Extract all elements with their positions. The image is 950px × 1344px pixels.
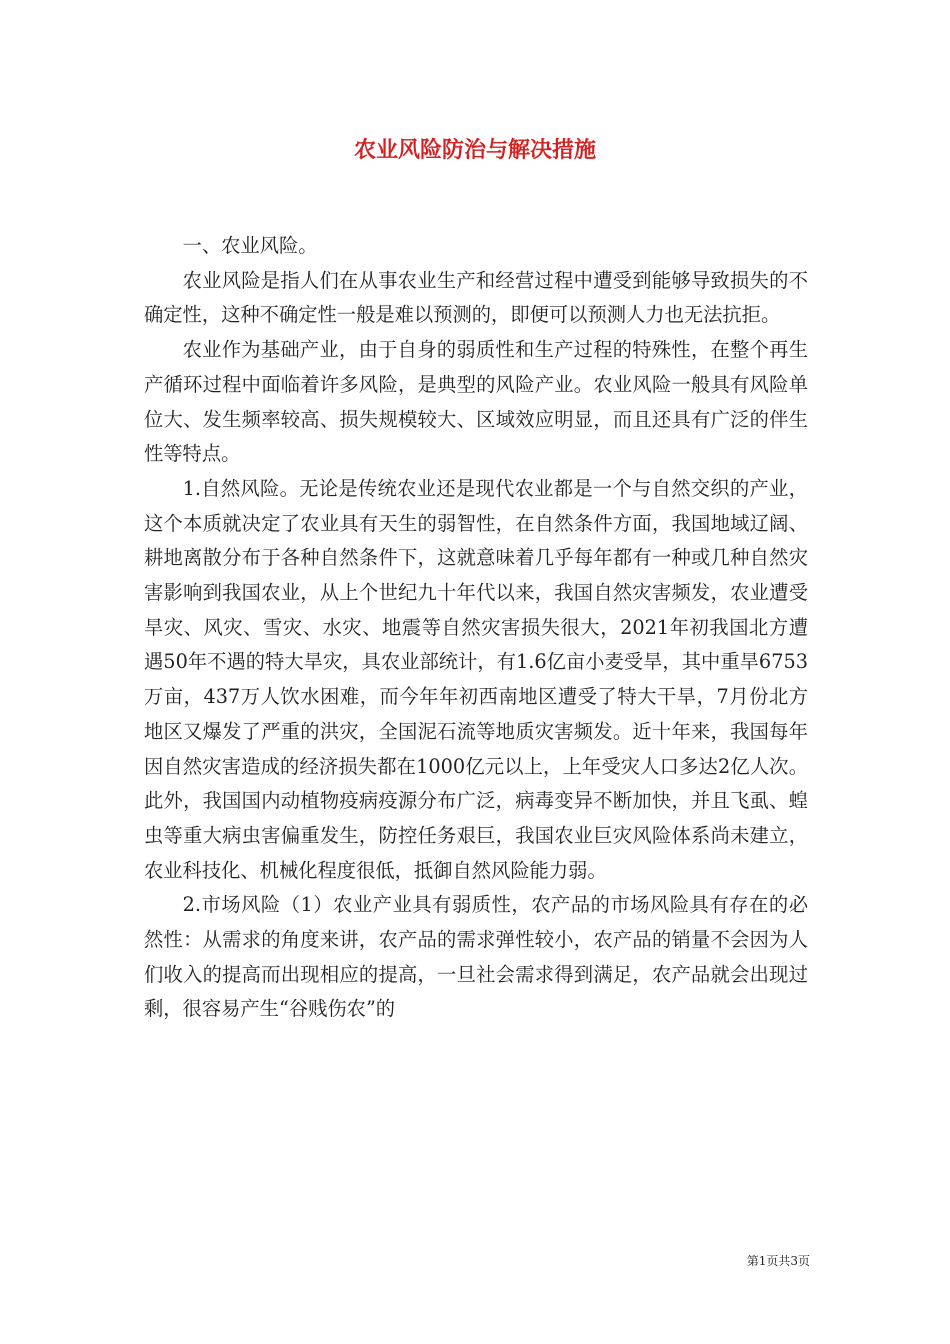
paragraph-definition: 农业风险是指人们在从事农业生产和经营过程中遭受到能够导致损失的不确定性，这种不确定性一般是难以预测的，即便可以预测人力也无法抗拒。: [144, 268, 808, 327]
section-heading: 一、农业风险。: [182, 234, 318, 257]
page-number: 第1页共3页: [746, 1254, 810, 1268]
paragraph-market-risk: 2.市场风险（1）农业产业具有弱质性，农产品的市场风险具有存在的必然性：从需求的角度来讲，农产品的需求弹性较小，农产品的销量不会因为人们收入的提高而出现相应的提高，一旦社会需求得到满足，农产品就会出现过剩，很容易产生“谷贱伤农”的: [144, 893, 808, 1021]
paragraph-characteristics: 农业作为基础产业，由于自身的弱质性和生产过程的特殊性，在整个再生产循环过程中面临着许多风险，是典型的风险产业。农业风险一般具有风险单位大、发生频率较高、损失规模较大、区域效应明显，而且还具有广泛的伴生性等特点。: [144, 338, 808, 466]
document-body: [144, 229, 808, 1027]
paragraph-natural-risk: 1.自然风险。无论是传统农业还是现代农业都是一个与自然交织的产业，这个本质就决定了农业具有天生的弱智性，在自然条件方面，我国地域辽阔、耕地离散分布于各种自然条件下，这就意味着几乎每年都有一种或几种自然灾害影响到我国农业，从上个世纪九十年代以来，我国自然灾害频发，农业遭受旱灾、风灾、雪灾、水灾、地震等自然灾害损失很大，2021年初我国北方遭遇50年不遇的特大旱灾，具农业部统计，有1.6亿亩小麦受旱，其中重旱6753万亩，437万人饮水困难，而今年年初西南地区遭受了特大干旱，7月份北方地区又爆发了严重的洪灾，全国泥石流等地质灾害频发。近十年来，我国每年因自然灾害造成的经济损失都在1000亿元以上，上年受灾人口多达2亿人次。此外，我国国内动植物疫病疫源分布广泛，病毒变异不断加快，并且飞虱、蝗虫等重大病虫害偏重发生，防控任务艰巨，我国农业巨灾风险体系尚未建立，农业科技化、机械化程度很低，抵御自然风险能力弱。: [144, 476, 808, 882]
document-title: 农业风险防治与解决措施: [353, 137, 596, 163]
